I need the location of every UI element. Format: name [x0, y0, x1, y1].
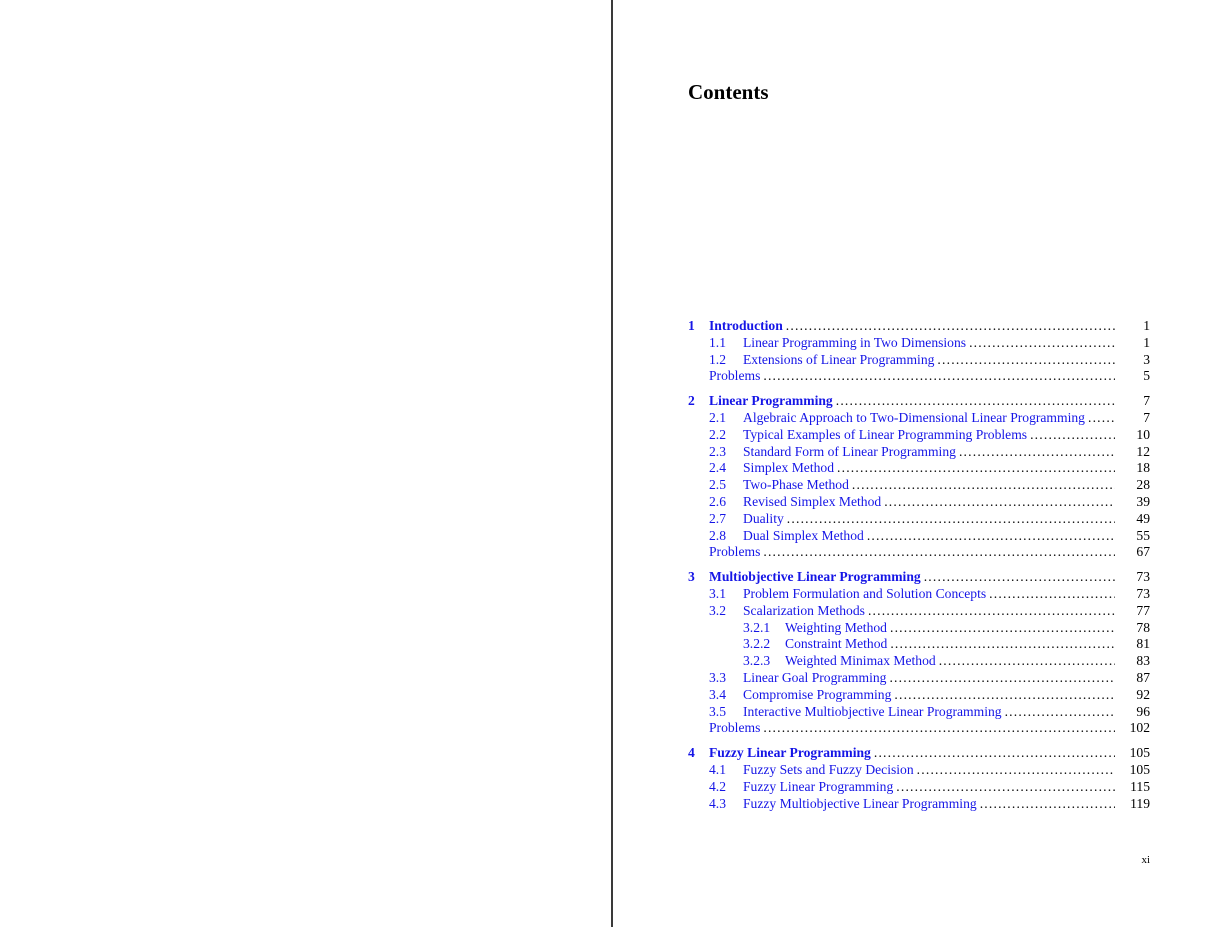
toc-entry-row[interactable] [688, 352, 1150, 369]
toc-entry [785, 620, 1150, 637]
dot-leader [969, 335, 1115, 352]
page-number: xi [1141, 854, 1150, 866]
toc-page-number: 18 [1136, 460, 1150, 476]
toc-chapter-row[interactable] [688, 745, 1150, 762]
toc-title-link[interactable]: Dual Simplex Method [743, 527, 864, 543]
toc-title-link[interactable]: Duality [743, 510, 784, 526]
toc-page-number: 28 [1136, 477, 1150, 493]
dot-leader [786, 318, 1115, 335]
toc-entry [743, 410, 1150, 427]
dot-leader [884, 494, 1115, 511]
toc-entry [709, 569, 1150, 586]
toc-entry [709, 393, 1150, 410]
toc-section-number[interactable]: 3 [688, 569, 695, 585]
toc-entry-row[interactable] [688, 427, 1150, 444]
toc-page-number: 55 [1136, 527, 1150, 543]
toc-entry [709, 544, 1150, 561]
toc-page-number: 83 [1136, 653, 1150, 669]
toc-page-number: 3 [1143, 351, 1150, 367]
toc-section-number[interactable]: 2.2 [709, 426, 726, 442]
toc-page-number: 10 [1136, 426, 1150, 442]
toc-section-number[interactable]: 4.2 [709, 778, 726, 794]
dot-leader [890, 636, 1115, 653]
dot-leader [980, 796, 1115, 813]
toc-section-number[interactable]: 4 [688, 745, 695, 761]
toc-entry-row[interactable] [688, 410, 1150, 427]
toc-entry [743, 352, 1150, 369]
toc-page-number: 5 [1143, 368, 1150, 384]
toc-section-number[interactable]: 3.2 [709, 602, 726, 618]
toc-title-link[interactable]: Two-Phase Method [743, 477, 849, 493]
toc-entry [743, 477, 1150, 494]
toc-title-link[interactable]: Linear Programming [709, 393, 833, 409]
toc-entry-row[interactable] [688, 762, 1150, 779]
toc-entry-row[interactable] [688, 620, 1150, 637]
dot-leader [837, 460, 1115, 477]
toc-section-number[interactable]: 3.2.3 [743, 653, 771, 669]
toc-title-link[interactable]: Fuzzy Multiobjective Linear Programming [743, 795, 977, 811]
toc-entry-row[interactable] [688, 704, 1150, 721]
toc-entry [743, 779, 1150, 796]
toc-section-number[interactable]: 3.2.2 [743, 636, 771, 652]
toc-entry [743, 494, 1150, 511]
toc-entry [743, 511, 1150, 528]
dot-leader [959, 444, 1115, 461]
toc-entry [743, 796, 1150, 813]
toc-entry-row[interactable] [688, 636, 1150, 653]
toc-title-link[interactable]: Algebraic Approach to Two-Dimensional Linear Programming [743, 409, 1085, 425]
toc-title-link[interactable]: Problems [709, 720, 761, 736]
toc-section-number[interactable]: 2.3 [709, 443, 726, 459]
toc-title-link[interactable]: Weighting Method [785, 619, 887, 635]
dot-leader [1005, 704, 1115, 721]
toc-entry [709, 745, 1150, 762]
toc-title-link[interactable]: Simplex Method [743, 460, 835, 476]
toc-entry [743, 335, 1150, 352]
toc-title-link[interactable]: Fuzzy Linear Programming [743, 778, 894, 794]
contents-page [613, 0, 1224, 927]
toc-section-number[interactable]: 3.2.1 [743, 619, 771, 635]
toc-page-number: 119 [1130, 795, 1150, 811]
toc-page-number: 102 [1129, 720, 1150, 736]
toc-page-number: 7 [1143, 393, 1150, 409]
toc-entry-row[interactable] [688, 528, 1150, 545]
dot-leader [937, 352, 1115, 369]
toc-entry [709, 368, 1150, 385]
dot-leader [874, 745, 1115, 762]
toc-section-number[interactable]: 2.4 [709, 460, 726, 476]
toc-chapter-row[interactable] [688, 569, 1150, 586]
dot-leader [917, 762, 1115, 779]
toc-entry-row[interactable] [688, 335, 1150, 352]
toc-entry [743, 427, 1150, 444]
toc-section-number[interactable]: 3.4 [709, 686, 726, 702]
toc-entry-row[interactable] [688, 368, 1150, 385]
toc-page-number: 73 [1136, 569, 1150, 585]
toc-section-number[interactable]: 2.1 [709, 409, 726, 425]
toc-title-link[interactable]: Problem Formulation and Solution Concepts [743, 585, 987, 601]
dot-leader [939, 653, 1115, 670]
toc-entry [743, 460, 1150, 477]
toc-page-number: 1 [1143, 318, 1150, 333]
toc-entry-row[interactable] [688, 444, 1150, 461]
dot-leader [924, 569, 1115, 586]
toc-section-number[interactable]: 2 [688, 393, 695, 409]
toc-section-number[interactable]: 2.6 [709, 493, 726, 509]
toc-chapter-row[interactable] [688, 318, 1150, 335]
toc-entry [785, 636, 1150, 653]
toc-entry-row[interactable] [688, 477, 1150, 494]
dot-leader [989, 586, 1115, 603]
toc-page-number: 49 [1136, 510, 1150, 526]
toc-entry [743, 603, 1150, 620]
toc-entry [709, 318, 1150, 335]
dot-leader [894, 687, 1115, 704]
toc-entry [743, 687, 1150, 704]
toc-entry-row[interactable] [688, 544, 1150, 561]
toc-title-link[interactable]: Interactive Multiobjective Linear Programming [743, 703, 1002, 719]
toc-title-link[interactable]: Fuzzy Sets and Fuzzy Decision [743, 761, 914, 777]
toc-title-link[interactable]: Multiobjective Linear Programming [709, 569, 921, 585]
toc-entry [709, 720, 1150, 737]
toc-page-number: 81 [1136, 636, 1150, 652]
toc-title-link[interactable]: Linear Programming in Two Dimensions [743, 334, 967, 350]
toc-entry-row[interactable] [688, 670, 1150, 687]
toc-title-link[interactable]: Scalarization Methods [743, 602, 865, 618]
toc-page-number: 78 [1136, 619, 1150, 635]
toc-title-link[interactable]: Compromise Programming [743, 686, 892, 702]
toc-entry-row[interactable] [688, 796, 1150, 813]
toc-title-link[interactable]: Linear Goal Programming [743, 669, 887, 685]
toc-entry [743, 762, 1150, 779]
toc-page-number: 92 [1136, 686, 1150, 702]
dot-leader [787, 511, 1115, 528]
toc-section-number[interactable]: 2.8 [709, 527, 726, 543]
toc-page-number: 105 [1129, 761, 1150, 777]
toc-page-number: 12 [1136, 443, 1150, 459]
toc-page-number: 73 [1136, 585, 1150, 601]
toc-chapter-row[interactable] [688, 393, 1150, 410]
toc-section-number[interactable]: 4.3 [709, 795, 726, 811]
toc-page-number: 96 [1136, 703, 1150, 719]
dot-leader [1030, 427, 1115, 444]
toc-entry-row[interactable] [688, 720, 1150, 737]
toc-entry [743, 528, 1150, 545]
toc-title-link[interactable]: Introduction [709, 318, 783, 333]
toc-page-number: 87 [1136, 669, 1150, 685]
dot-leader [763, 544, 1115, 561]
toc-section-number[interactable]: 4.1 [709, 761, 726, 777]
page-title: Contents [688, 80, 769, 104]
toc-entry [743, 670, 1150, 687]
toc-entry-row[interactable] [688, 653, 1150, 670]
dot-leader [868, 603, 1115, 620]
dot-leader [896, 779, 1115, 796]
toc-section-number[interactable]: 2.7 [709, 510, 726, 526]
toc-page-number: 105 [1129, 745, 1150, 761]
toc-entry-row[interactable] [688, 603, 1150, 620]
toc-entry-row[interactable] [688, 779, 1150, 796]
toc-section-number[interactable]: 3.3 [709, 669, 726, 685]
dot-leader [836, 393, 1115, 410]
table-of-contents [688, 318, 1150, 812]
toc-page-number: 1 [1143, 334, 1150, 350]
dot-leader [867, 528, 1115, 545]
toc-page-number: 67 [1136, 544, 1150, 560]
toc-title-link[interactable]: Problems [709, 368, 761, 384]
toc-entry-row[interactable] [688, 586, 1150, 603]
toc-section-number[interactable]: 1.2 [709, 351, 726, 367]
toc-entry [743, 586, 1150, 603]
toc-title-link[interactable]: Problems [709, 544, 761, 560]
toc-section-number[interactable]: 2.5 [709, 477, 726, 493]
toc-section-number[interactable]: 1.1 [709, 334, 726, 350]
toc-title-link[interactable]: Weighted Minimax Method [785, 653, 936, 669]
toc-title-link[interactable]: Fuzzy Linear Programming [709, 745, 871, 761]
toc-title-link[interactable]: Constraint Method [785, 636, 888, 652]
toc-entry-row[interactable] [688, 687, 1150, 704]
blank-left-page [0, 0, 611, 927]
dot-leader [1088, 410, 1115, 427]
dot-leader [763, 368, 1115, 385]
toc-entry [743, 704, 1150, 721]
toc-section-number[interactable]: 1 [688, 318, 695, 333]
toc-page-number: 77 [1136, 602, 1150, 618]
toc-entry-row[interactable] [688, 494, 1150, 511]
toc-title-link[interactable]: Standard Form of Linear Programming [743, 443, 956, 459]
toc-page-number: 115 [1130, 778, 1150, 794]
toc-section-number[interactable]: 3.5 [709, 703, 726, 719]
toc-title-link[interactable]: Revised Simplex Method [743, 493, 882, 509]
dot-leader [763, 720, 1115, 737]
dot-leader [890, 620, 1115, 637]
dot-leader [889, 670, 1115, 687]
toc-title-link[interactable]: Extensions of Linear Programming [743, 351, 935, 367]
toc-title-link[interactable]: Typical Examples of Linear Programming Problems [743, 426, 1028, 442]
toc-entry-row[interactable] [688, 511, 1150, 528]
toc-page-number: 7 [1143, 409, 1150, 425]
toc-page-number: 39 [1136, 493, 1150, 509]
toc-section-number[interactable]: 3.1 [709, 585, 726, 601]
toc-entry [743, 444, 1150, 461]
dot-leader [852, 477, 1115, 494]
toc-entry [785, 653, 1150, 670]
toc-entry-row[interactable] [688, 460, 1150, 477]
